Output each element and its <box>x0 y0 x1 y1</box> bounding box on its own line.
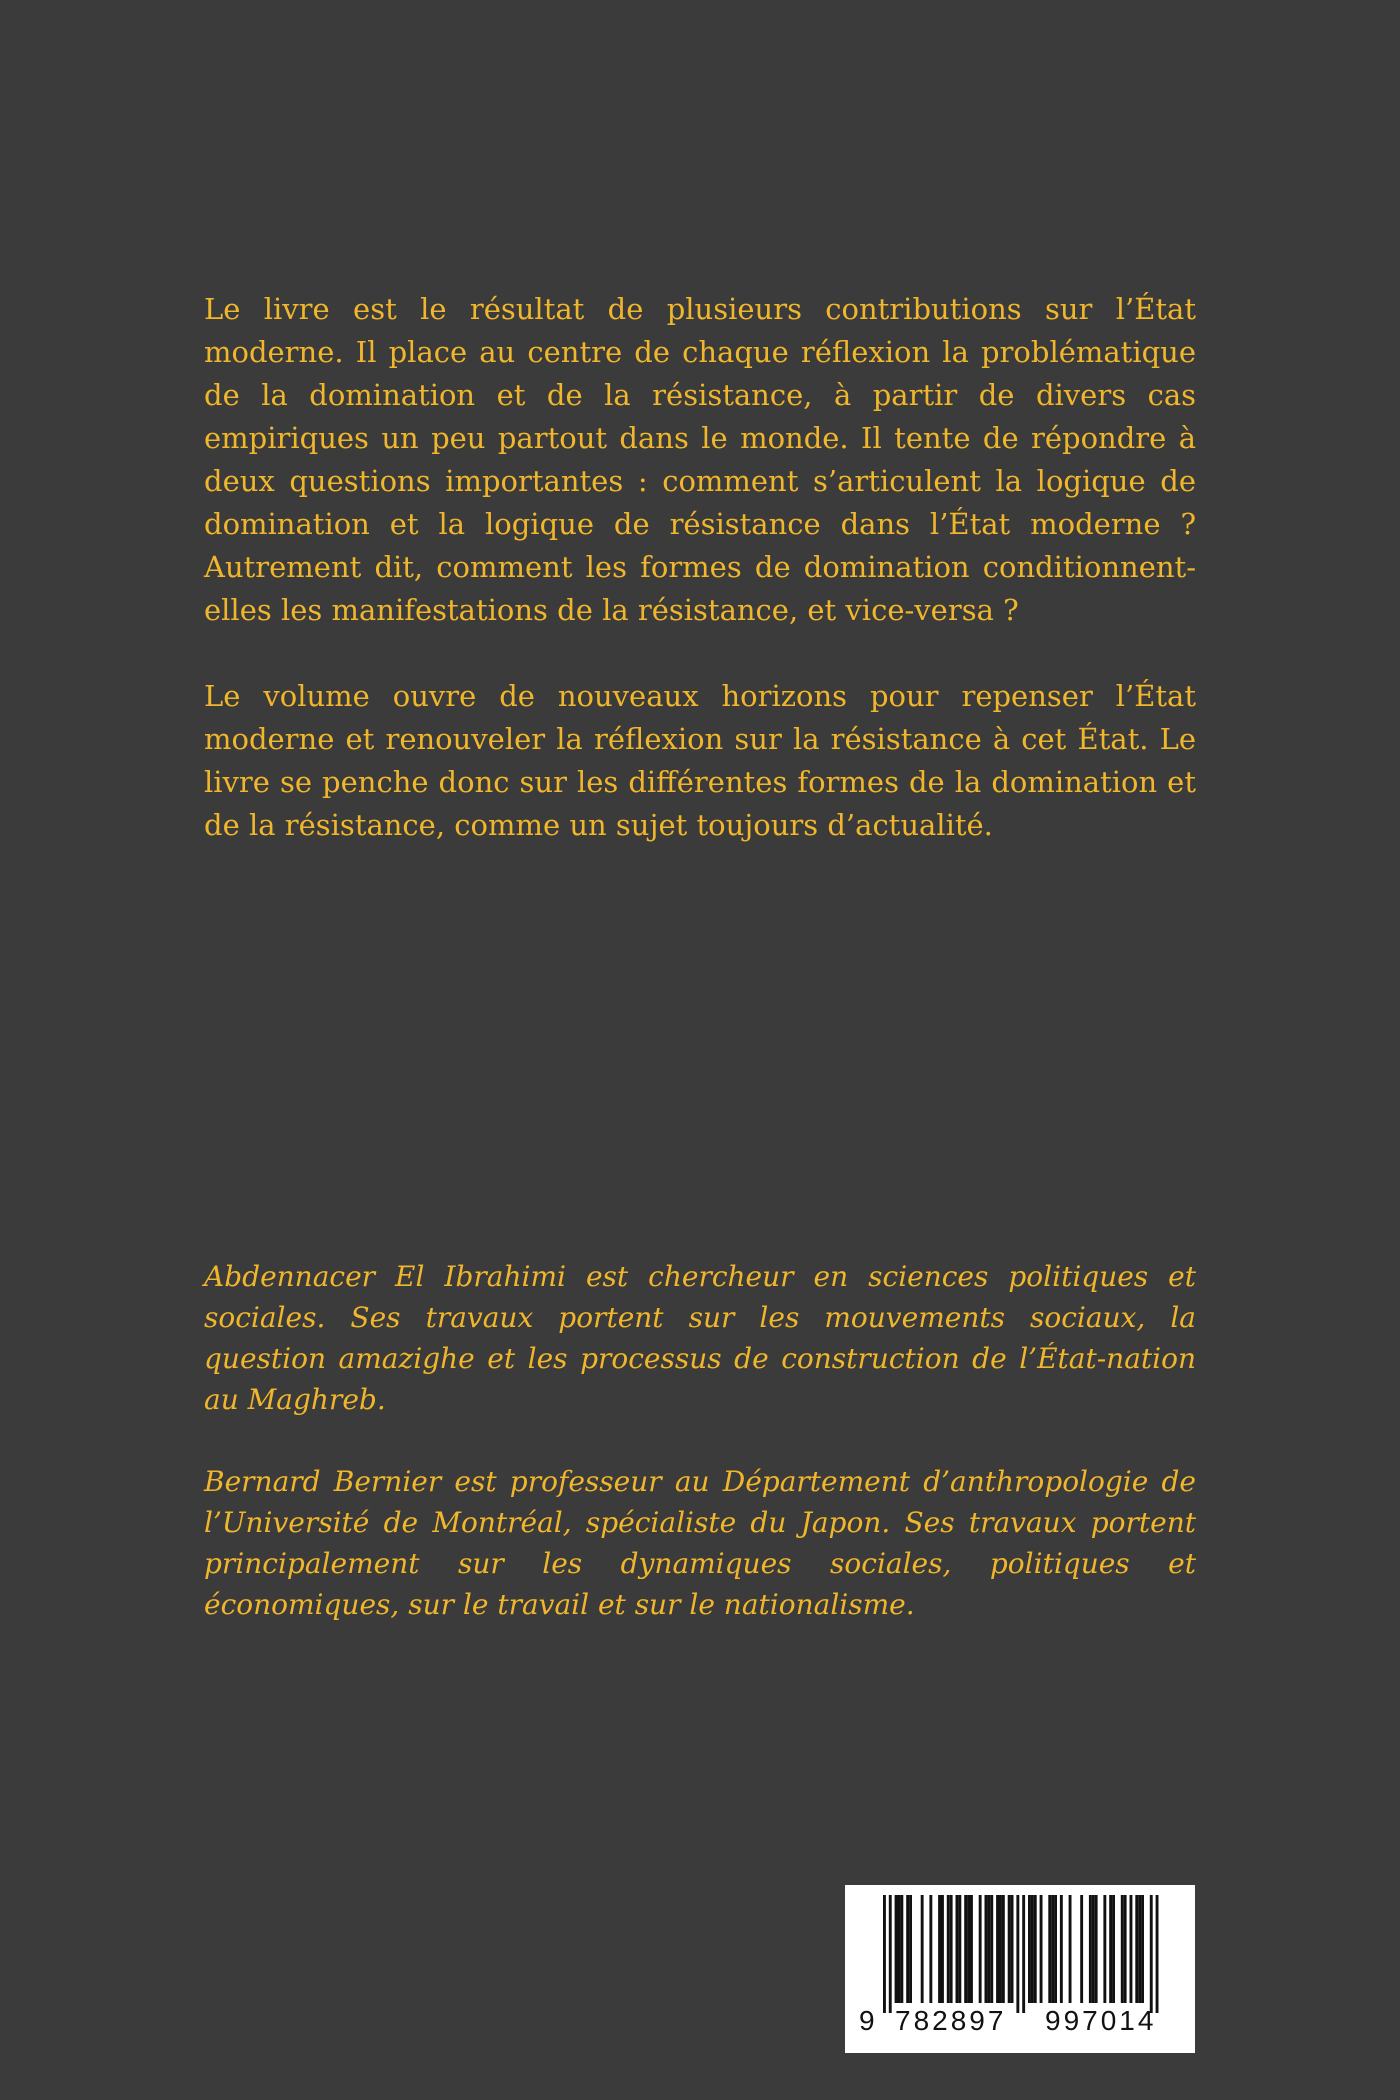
barcode-bar <box>1002 1895 1005 2003</box>
barcode-bar <box>1054 1895 1057 2003</box>
barcode-bar <box>938 1895 941 2003</box>
barcode-bar <box>1109 1895 1112 2003</box>
barcode-bar <box>906 1895 909 2003</box>
barcode-bar <box>1135 1895 1138 2003</box>
barcode-bar <box>958 1895 961 2003</box>
barcode-bar <box>1060 1895 1063 2003</box>
barcode-bar <box>987 1895 990 2003</box>
summary-paragraph-2: Le volume ouvre de nouveaux horizons pour repenser l’État moderne et renouveler la réflexion sur la résistance à cet État. Le livre se penche donc sur les différentes formes de la domination et de la résistance, comme un sujet toujours d’actualité. <box>204 679 1196 842</box>
barcode-bar <box>1112 1895 1115 2003</box>
barcode-bar <box>985 1895 988 2003</box>
barcode-bar <box>909 1895 912 2003</box>
barcode-bar <box>1138 1895 1141 2003</box>
barcode-bar <box>1069 1895 1072 2003</box>
isbn-barcode <box>845 1885 1195 2053</box>
barcode-bar <box>895 1895 898 2003</box>
barcode-bar <box>1051 1895 1054 2003</box>
barcode-bar <box>1034 1895 1037 2003</box>
barcode-bar <box>1011 1895 1014 2003</box>
barcode-bar <box>950 1895 953 2003</box>
isbn-prefix-digit: 9 <box>859 2005 875 2036</box>
barcode-bar <box>1028 1895 1031 2003</box>
barcode-bar <box>956 1895 959 2003</box>
barcode-bar <box>1089 1895 1092 2003</box>
barcode-guard-bar <box>889 1895 892 2013</box>
barcode-bar <box>996 1895 999 2003</box>
barcode-bar <box>1121 1895 1124 2003</box>
book-summary <box>204 288 1196 890</box>
author-bio-bernier: Bernard Bernier est professeur au Département d’anthropologie de l’Université de Montréal, spécialiste du Japon. Ses travaux portent principalement sur les dynamiques sociales, politiques et économiques, sur le travail et sur le nationalisme. <box>204 1465 1196 1621</box>
barcode-bar <box>970 1895 973 2003</box>
barcode-bar <box>967 1895 970 2003</box>
barcode-bar <box>1008 1895 1011 2003</box>
barcode-guard-bar <box>1156 1895 1159 2013</box>
barcode-guard-bar <box>1022 1895 1025 2013</box>
barcode-bar <box>898 1895 901 2003</box>
author-bio-el-ibrahimi: Abdennacer El Ibrahimi est chercheur en sciences politiques et sociales. Ses travaux portent sur les mouvements sociaux, la question amazighe et les processus de construction de l’État-nation au Maghreb. <box>204 1260 1196 1416</box>
barcode-bar <box>947 1895 950 2003</box>
barcode-guard-bar <box>1016 1895 1019 2013</box>
barcode-bar <box>1130 1895 1133 2003</box>
barcode-bar <box>1103 1895 1106 2003</box>
isbn-number <box>845 2005 1195 2039</box>
barcode-bar <box>1048 1895 1051 2003</box>
author-bios <box>204 1256 1196 1666</box>
barcode-bar <box>999 1895 1002 2003</box>
barcode-bar <box>921 1895 924 2003</box>
barcode-bar <box>900 1895 903 2003</box>
barcode-bar <box>1031 1895 1034 2003</box>
barcode-bar <box>1095 1895 1098 2003</box>
barcode-bar <box>929 1895 932 2003</box>
summary-paragraph-1: Le livre est le résultat de plusieurs contributions sur l’État moderne. Il place au centre de chaque réflexion la problématique de la domination et de la résistance, à partir de divers cas empiriques un peu partout dans le monde. Il tente de répondre à deux questions importantes : comment s’articulent la logique de domination et la logique de résistance dans l’État moderne ? Autrement dit, comment les formes de domination conditionnent-elles les manifestations de la résistance, et vice-versa ? <box>204 292 1196 627</box>
barcode-bar <box>1080 1895 1083 2003</box>
barcode-guard-bar <box>1150 1895 1153 2013</box>
barcode-bar <box>1092 1895 1095 2003</box>
barcode-guard-bar <box>883 1895 886 2013</box>
barcode-bar <box>979 1895 982 2003</box>
barcode-bar <box>990 1895 993 2003</box>
barcode-bar <box>941 1895 944 2003</box>
barcode-bar <box>1040 1895 1043 2003</box>
barcode-bar <box>964 1895 967 2003</box>
barcode-bar <box>1141 1895 1144 2003</box>
isbn-left-group: 782897 <box>895 2005 1007 2036</box>
barcode-bar <box>1124 1895 1127 2003</box>
isbn-right-group: 997014 <box>1045 2005 1157 2036</box>
